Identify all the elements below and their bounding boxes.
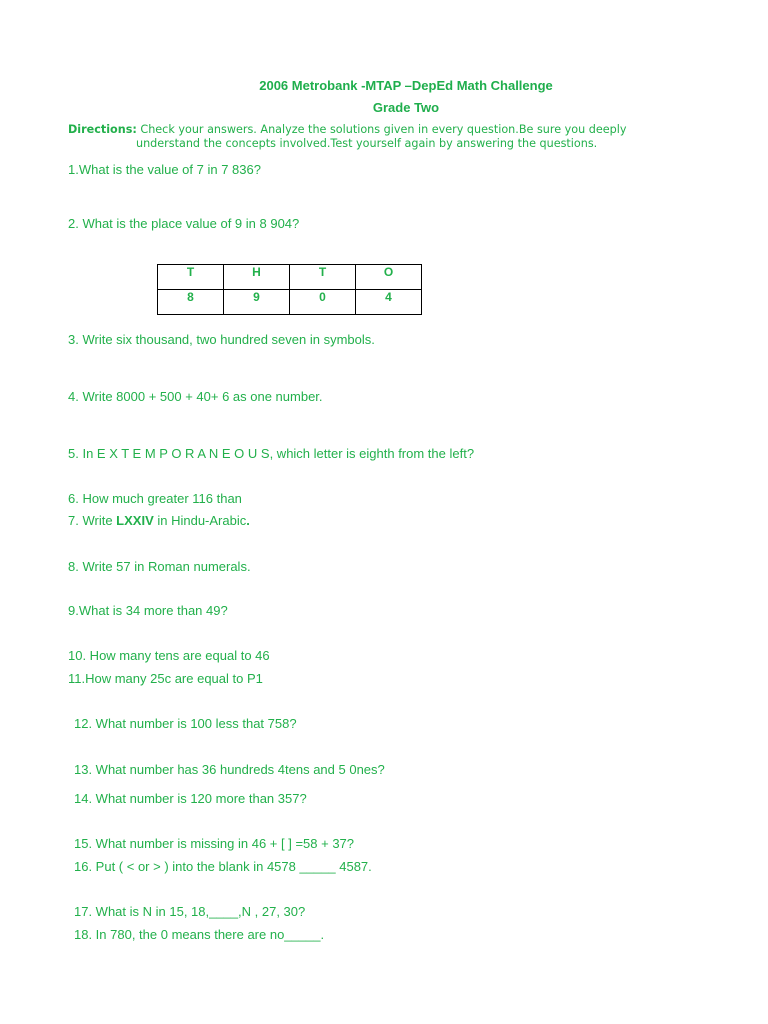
- table-header-cell: T: [290, 265, 356, 290]
- question-3: 3. Write six thousand, two hundred seven in symbols.: [68, 332, 375, 347]
- question-18: 18. In 780, the 0 means there are no_____.: [74, 927, 325, 942]
- question-4: 4. Write 8000 + 500 + 40+ 6 as one number.: [68, 389, 323, 404]
- directions-line-1: Check your answers. Analyze the solutions given in every question.Be sure you deeply: [136, 123, 627, 136]
- question-7: [68, 513, 250, 528]
- directions-line-2: understand the concepts involved.Test yourself again by answering the questions.: [136, 137, 598, 150]
- grade-subtitle: Grade Two: [372, 100, 440, 115]
- table-cell: 4: [356, 290, 422, 315]
- question-7-period: .: [246, 513, 250, 528]
- directions-label: Directions:: [68, 123, 137, 136]
- question-9: 9.What is 34 more than 49?: [68, 603, 228, 618]
- table-cell: 8: [158, 290, 224, 315]
- table-header-row: [158, 265, 422, 290]
- question-16: 16. Put ( < or > ) into the blank in 4578 _____ 4587.: [74, 859, 372, 874]
- place-value-table: [157, 264, 422, 315]
- table-header-cell: H: [224, 265, 290, 290]
- question-1: 1.What is the value of 7 in 7 836?: [68, 162, 261, 177]
- page-title: 2006 Metrobank -MTAP –DepEd Math Challenge: [259, 78, 553, 93]
- question-8: 8. Write 57 in Roman numerals.: [68, 559, 251, 574]
- directions-block: [68, 123, 708, 151]
- question-15: 15. What number is missing in 46 + [ ] =58 + 37?: [74, 836, 355, 851]
- question-7-prefix: 7. Write: [68, 513, 117, 528]
- table-cell: 9: [224, 290, 290, 315]
- table-header-cell: O: [356, 265, 422, 290]
- question-12: 12. What number is 100 less that 758?: [74, 716, 297, 731]
- roman-numeral: LXXIV: [116, 513, 154, 528]
- question-13: 13. What number has 36 hundreds 4tens and 5 0nes?: [74, 762, 385, 777]
- question-17: 17. What is N in 15, 18,____,N , 27, 30?: [74, 904, 306, 919]
- table-header-cell: T: [158, 265, 224, 290]
- question-7-suffix: in Hindu-Arabic: [153, 513, 247, 528]
- question-2: 2. What is the place value of 9 in 8 904?: [68, 216, 300, 231]
- table-cell: 0: [290, 290, 356, 315]
- question-10: 10. How many tens are equal to 46: [68, 648, 270, 663]
- question-14: 14. What number is 120 more than 357?: [74, 791, 307, 806]
- question-6: 6. How much greater 116 than: [68, 491, 242, 506]
- question-5: 5. In E X T E M P O R A N E O U S, which letter is eighth from the left?: [68, 446, 475, 461]
- table-row: [158, 290, 422, 315]
- question-11: 11.How many 25c are equal to P1: [68, 671, 263, 686]
